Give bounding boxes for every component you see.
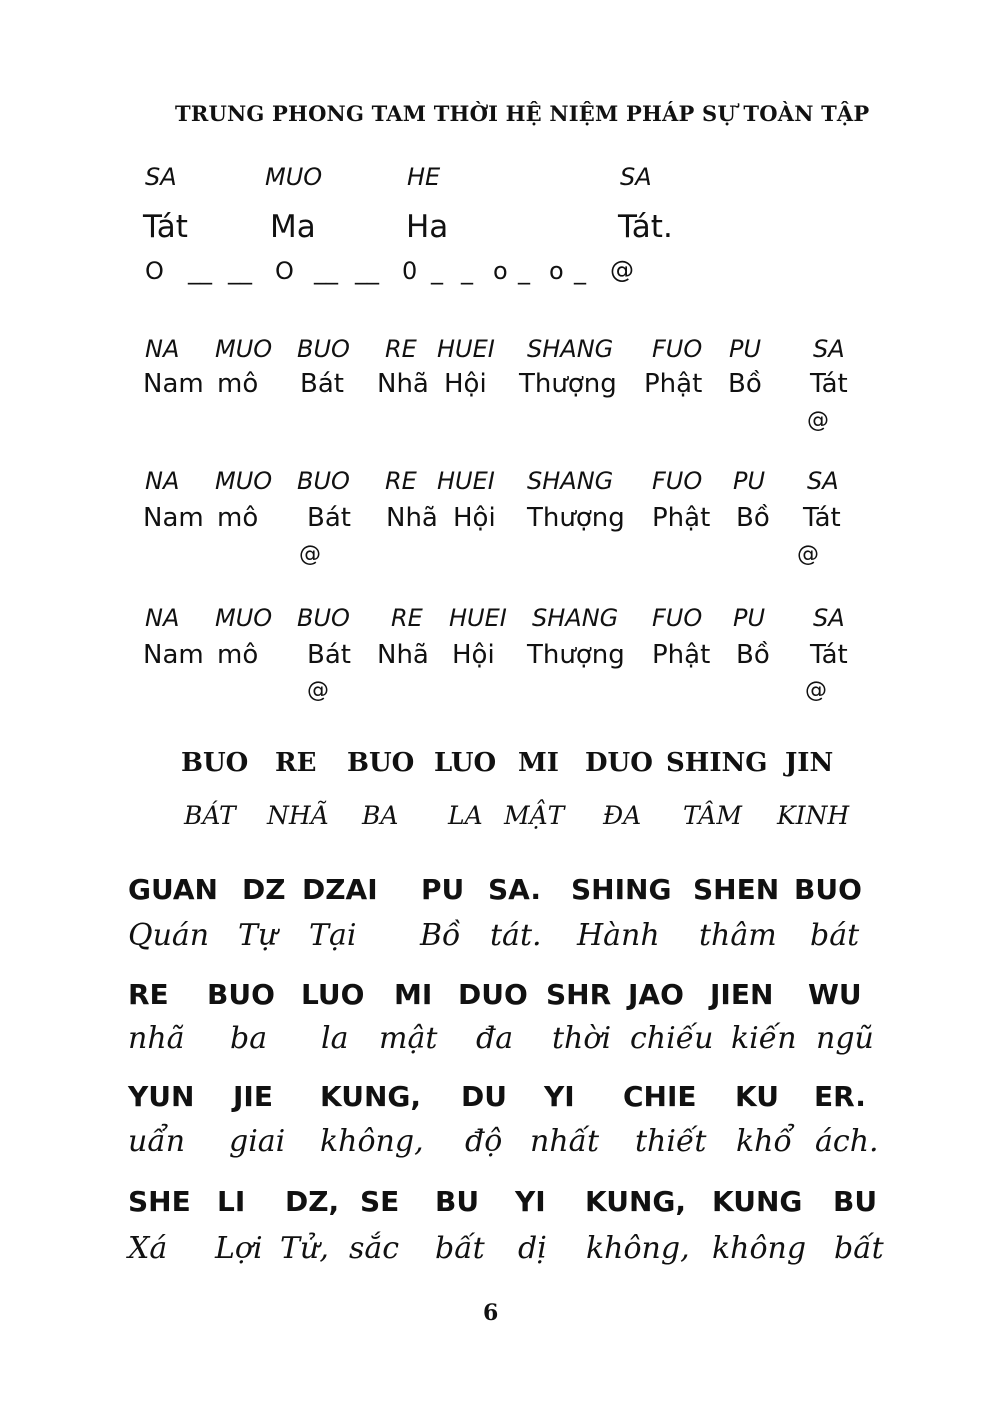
verse-pinyin-word: SHEN bbox=[693, 873, 780, 906]
viet-word: Hội bbox=[444, 369, 487, 399]
verse-pinyin-word: YI bbox=[544, 1080, 575, 1113]
intro-pinyin-word: MUO bbox=[265, 163, 323, 191]
at-mark: @ bbox=[307, 678, 329, 703]
viet-word: mô bbox=[217, 369, 259, 399]
rhythm-mark: __ bbox=[228, 257, 252, 285]
rhythm-mark: o bbox=[549, 257, 564, 285]
verse-pinyin-word: SHR bbox=[546, 978, 612, 1011]
verse-viet-word: Tại bbox=[309, 918, 357, 953]
verse-viet-word: mật bbox=[379, 1021, 438, 1056]
verse-pinyin-word: ER. bbox=[814, 1080, 866, 1113]
viet-word: Tát bbox=[810, 369, 848, 399]
verse-pinyin-word: SE bbox=[360, 1185, 400, 1218]
sutra-title-viet: BÁT bbox=[184, 801, 236, 830]
viet-word: Phật bbox=[644, 369, 703, 399]
verse-viet-word: nhất bbox=[530, 1124, 600, 1159]
sutra-title-viet: TÂM bbox=[683, 801, 742, 830]
pinyin-word: FUO bbox=[652, 467, 703, 495]
sutra-title-pinyin: RE bbox=[275, 748, 317, 778]
verse-viet-word: khổ bbox=[736, 1124, 792, 1159]
verse-pinyin-word: DZ bbox=[242, 873, 286, 906]
pinyin-word: RE bbox=[385, 467, 417, 495]
verse-pinyin-word: BUO bbox=[207, 978, 275, 1011]
rhythm-mark: O bbox=[145, 257, 164, 285]
sutra-title-viet: MẬT bbox=[504, 801, 565, 830]
pinyin-word: SHANG bbox=[527, 467, 614, 495]
intro-viet-word: Ha bbox=[406, 209, 449, 245]
verse-viet-word: giai bbox=[229, 1124, 286, 1159]
verse-viet-word: thời bbox=[552, 1021, 612, 1056]
pinyin-word: FUO bbox=[652, 335, 703, 363]
viet-word: Bát bbox=[307, 640, 351, 670]
verse-pinyin-word: MI bbox=[394, 978, 433, 1011]
pinyin-word: SHANG bbox=[527, 335, 614, 363]
verse-viet-word: bất bbox=[435, 1231, 485, 1266]
viet-word: Nam bbox=[143, 369, 204, 399]
rhythm-mark: _ bbox=[574, 257, 586, 285]
at-mark: @ bbox=[797, 542, 819, 567]
pinyin-word: SA bbox=[813, 604, 845, 632]
at-mark: @ bbox=[299, 542, 321, 567]
verse-viet-word: chiếu bbox=[630, 1021, 714, 1056]
rhythm-mark: o bbox=[493, 257, 508, 285]
verse-viet-word: bát bbox=[810, 918, 860, 953]
verse-viet-word: Bồ bbox=[420, 918, 461, 953]
verse-pinyin-word: SHE bbox=[128, 1185, 191, 1218]
verse-pinyin-word: YI bbox=[515, 1185, 546, 1218]
verse-viet-word: Hành bbox=[577, 918, 660, 953]
verse-viet-word: nhã bbox=[128, 1021, 185, 1056]
verse-pinyin-word: KU bbox=[735, 1080, 779, 1113]
verse-pinyin-word: DUO bbox=[458, 978, 528, 1011]
rhythm-mark: _ bbox=[461, 257, 473, 285]
rhythm-mark: 0 bbox=[402, 257, 418, 285]
pinyin-word: SA bbox=[807, 467, 839, 495]
sutra-title-pinyin: BUO bbox=[347, 748, 415, 778]
pinyin-word: BUO bbox=[297, 604, 350, 632]
verse-viet-word: Lợi bbox=[215, 1231, 263, 1266]
rhythm-mark: __ bbox=[314, 257, 338, 285]
pinyin-word: MUO bbox=[215, 467, 273, 495]
viet-word: mô bbox=[217, 640, 259, 670]
verse-pinyin-word: CHIE bbox=[623, 1080, 697, 1113]
viet-word: Phật bbox=[652, 503, 711, 533]
rhythm-mark: __ bbox=[188, 257, 212, 285]
intro-pinyin-word: SA bbox=[620, 163, 652, 191]
sutra-title-pinyin: SHING bbox=[666, 748, 768, 778]
pinyin-word: MUO bbox=[215, 604, 273, 632]
verse-viet-word: thâm bbox=[699, 918, 777, 953]
pinyin-word: BUO bbox=[297, 467, 350, 495]
verse-viet-word: dị bbox=[518, 1231, 547, 1266]
verse-pinyin-word: SA. bbox=[488, 873, 541, 906]
rhythm-mark: O bbox=[275, 257, 294, 285]
verse-pinyin-word: KUNG, bbox=[320, 1080, 421, 1113]
verse-pinyin-word: GUAN bbox=[128, 873, 218, 906]
viet-word: Nam bbox=[143, 640, 204, 670]
verse-pinyin-word: JIE bbox=[233, 1080, 273, 1113]
viet-word: Bồ bbox=[736, 640, 770, 670]
viet-word: Nhã bbox=[377, 640, 429, 670]
sutra-title-viet: BA bbox=[362, 801, 399, 830]
viet-word: Hội bbox=[453, 503, 496, 533]
pinyin-word: PU bbox=[733, 467, 766, 495]
sutra-title-pinyin: MI bbox=[518, 748, 559, 778]
verse-viet-word: độ bbox=[465, 1124, 503, 1159]
pinyin-word: NA bbox=[145, 335, 180, 363]
pinyin-word: MUO bbox=[215, 335, 273, 363]
viet-word: Nhã bbox=[386, 503, 438, 533]
viet-word: Nhã bbox=[377, 369, 429, 399]
intro-viet-word: Ma bbox=[270, 209, 316, 245]
verse-viet-word: không, bbox=[320, 1124, 424, 1159]
verse-pinyin-word: KUNG, bbox=[585, 1185, 686, 1218]
verse-pinyin-word: SHING bbox=[571, 873, 672, 906]
pinyin-word: PU bbox=[733, 604, 766, 632]
viet-word: Tát bbox=[810, 640, 848, 670]
pinyin-word: RE bbox=[385, 335, 417, 363]
intro-viet-word: Tát. bbox=[618, 209, 673, 245]
sutra-title-pinyin: JIN bbox=[785, 748, 834, 778]
page-number: 6 bbox=[483, 1300, 499, 1326]
verse-viet-word: không bbox=[712, 1231, 807, 1266]
viet-word: Bát bbox=[307, 503, 351, 533]
verse-pinyin-word: LI bbox=[217, 1185, 246, 1218]
verse-pinyin-word: JAO bbox=[628, 978, 684, 1011]
verse-viet-word: uẩn bbox=[128, 1124, 186, 1159]
verse-pinyin-word: KUNG bbox=[712, 1185, 803, 1218]
verse-pinyin-word: JIEN bbox=[710, 978, 774, 1011]
at-mark: @ bbox=[805, 678, 827, 703]
viet-word: mô bbox=[217, 503, 259, 533]
rhythm-mark: _ bbox=[431, 257, 443, 285]
verse-pinyin-word: RE bbox=[128, 978, 169, 1011]
verse-viet-word: đa bbox=[476, 1021, 514, 1056]
sutra-title-pinyin: LUO bbox=[434, 748, 497, 778]
sutra-title-viet: ĐA bbox=[603, 801, 642, 830]
sutra-title-pinyin: DUO bbox=[585, 748, 653, 778]
verse-pinyin-word: YUN bbox=[128, 1080, 195, 1113]
verse-viet-word: bất bbox=[834, 1231, 884, 1266]
viet-word: Thượng bbox=[519, 369, 617, 399]
verse-viet-word: ba bbox=[230, 1021, 268, 1056]
verse-viet-word: không, bbox=[586, 1231, 690, 1266]
verse-viet-word: Xá bbox=[128, 1231, 168, 1266]
viet-word: Bồ bbox=[728, 369, 762, 399]
verse-viet-word: kiến bbox=[731, 1021, 797, 1056]
viet-word: Hội bbox=[452, 640, 495, 670]
pinyin-word: NA bbox=[145, 604, 180, 632]
rhythm-mark: __ bbox=[355, 257, 379, 285]
pinyin-word: HUEI bbox=[437, 467, 495, 495]
verse-viet-word: tát. bbox=[490, 918, 542, 953]
verse-pinyin-word: DZAI bbox=[302, 873, 378, 906]
viet-word: Phật bbox=[652, 640, 711, 670]
verse-viet-word: Quán bbox=[128, 918, 210, 953]
viet-word: Thượng bbox=[527, 503, 625, 533]
pinyin-word: FUO bbox=[652, 604, 703, 632]
verse-viet-word: sắc bbox=[349, 1231, 400, 1266]
at-mark: @ bbox=[807, 408, 829, 433]
verse-viet-word: ngũ bbox=[816, 1021, 874, 1056]
viet-word: Tát bbox=[803, 503, 841, 533]
intro-viet-word: Tát bbox=[143, 209, 188, 245]
verse-pinyin-word: DU bbox=[461, 1080, 507, 1113]
intro-pinyin-word: SA bbox=[145, 163, 177, 191]
verse-pinyin-word: BU bbox=[833, 1185, 878, 1218]
sutra-title-pinyin: BUO bbox=[181, 748, 249, 778]
verse-viet-word: Tự bbox=[238, 918, 278, 953]
pinyin-word: SA bbox=[813, 335, 845, 363]
pinyin-word: HUEI bbox=[449, 604, 507, 632]
verse-pinyin-word: WU bbox=[808, 978, 862, 1011]
verse-viet-word: thiết bbox=[635, 1124, 707, 1159]
pinyin-word: NA bbox=[145, 467, 180, 495]
verse-pinyin-word: PU bbox=[421, 873, 465, 906]
verse-pinyin-word: LUO bbox=[301, 978, 365, 1011]
pinyin-word: BUO bbox=[297, 335, 350, 363]
viet-word: Thượng bbox=[527, 640, 625, 670]
pinyin-word: PU bbox=[729, 335, 762, 363]
verse-viet-word: Tử, bbox=[280, 1231, 329, 1266]
viet-word: Nam bbox=[143, 503, 204, 533]
verse-viet-word: ách. bbox=[815, 1124, 879, 1159]
verse-pinyin-word: DZ, bbox=[285, 1185, 340, 1218]
pinyin-word: SHANG bbox=[532, 604, 619, 632]
sutra-title-viet: KINH bbox=[777, 801, 850, 830]
intro-pinyin-word: HE bbox=[407, 163, 441, 191]
rhythm-mark: @ bbox=[610, 256, 634, 284]
verse-pinyin-word: BUO bbox=[794, 873, 862, 906]
viet-word: Bát bbox=[300, 369, 344, 399]
verse-viet-word: la bbox=[321, 1021, 349, 1056]
sutra-title-viet: LA bbox=[448, 801, 483, 830]
viet-word: Bồ bbox=[736, 503, 770, 533]
pinyin-word: RE bbox=[391, 604, 423, 632]
page-header-title: TRUNG PHONG TAM THỜI HỆ NIỆM PHÁP SỰ TOÀN TẬP bbox=[175, 101, 870, 126]
rhythm-mark: _ bbox=[518, 257, 530, 285]
verse-pinyin-word: BU bbox=[435, 1185, 480, 1218]
sutra-title-viet: NHÃ bbox=[267, 801, 329, 830]
pinyin-word: HUEI bbox=[437, 335, 495, 363]
